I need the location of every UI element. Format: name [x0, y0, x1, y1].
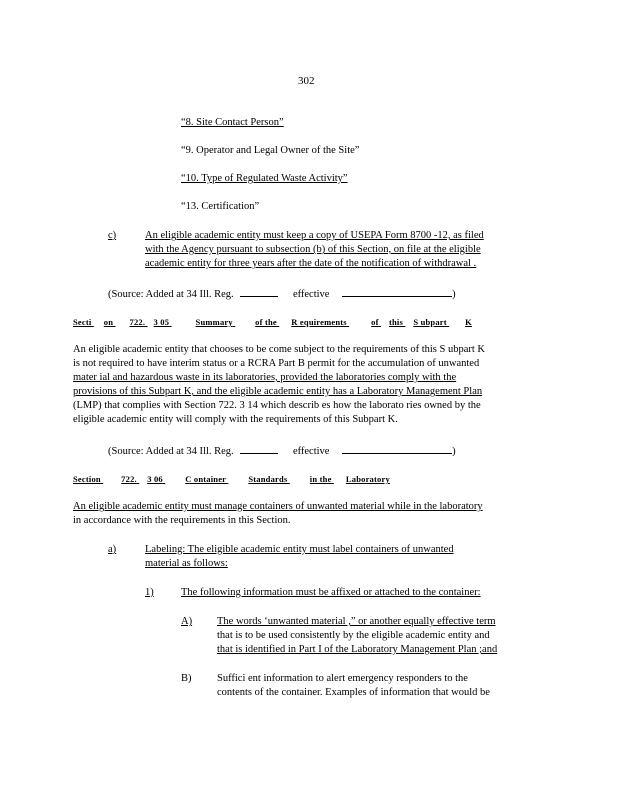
subsection-a-line: material as follows:: [145, 558, 228, 569]
heading-word: of: [371, 317, 379, 327]
item-A-line: that is identified in Part I of the Laboratory Management Plan ;and: [217, 644, 498, 655]
section-305-line: is not required to have interim status or a RCRA Part B permit for the accumulation of unwanted: [73, 358, 480, 369]
heading-word: K: [465, 317, 472, 327]
item-1-line: The following information must be affixed or attached to the container:: [181, 587, 481, 598]
heading-word: 3 06: [147, 474, 163, 484]
list-item-9: “9. Operator and Legal Owner of the Site”: [181, 145, 360, 156]
section-306-line: in accordance with the requirements in this Section.: [73, 515, 291, 526]
item-A-line: that is to be used consistently by the eligible academic entity and: [217, 630, 490, 641]
heading-word: S ubpart: [413, 317, 447, 327]
item-B-line: Suffici ent information to alert emergency responders to the: [217, 673, 468, 684]
section-305-line: eligible academic entity will comply with the requirements of this Subpart K.: [73, 414, 398, 425]
section-306-line: An eligible academic entity must manage containers of unwanted material while in the laboratory: [73, 501, 483, 512]
section-305-heading: [73, 315, 472, 329]
source-prefix: (Source: Added at 34 Ill. Reg.: [108, 289, 234, 300]
heading-word: this: [388, 317, 403, 327]
effective-blank: [342, 443, 452, 454]
heading-word: 722.: [129, 317, 146, 327]
subsection-a-label: a): [108, 544, 117, 555]
section-305-line: An eligible academic entity that chooses to be come subject to the requirements of this S ubpart K: [73, 344, 486, 355]
heading-word: Section: [73, 474, 101, 484]
item-A-line: The words ‘unwanted material ,” or another equally effective term: [217, 616, 496, 627]
heading-word: C ontainer: [185, 474, 227, 484]
heading-word: Secti: [73, 317, 92, 327]
subsection-c-line: academic entity for three years after the date of the notification of withdrawal .: [145, 258, 477, 269]
heading-word: on: [103, 317, 114, 327]
source-close: ): [452, 289, 456, 300]
list-item-8: “8. Site Contact Person”: [181, 117, 284, 128]
item-1-label: 1): [145, 587, 154, 598]
section-305-line: provisions of this Subpart K, and the eligible academic entity has a Laboratory Management Plan: [73, 386, 483, 397]
heading-word: 3 05: [153, 317, 170, 327]
item-B-label: B): [181, 673, 192, 684]
page-number: 302: [298, 75, 315, 87]
heading-word: 722.: [121, 474, 137, 484]
heading-word: Summary: [195, 317, 233, 327]
reg-blank: [240, 443, 278, 454]
list-item-13: “13. Certification”: [181, 201, 260, 212]
source-note: [108, 443, 456, 459]
reg-blank: [240, 286, 278, 297]
section-305-line: mater ial and hazardous waste in its laboratories, provided the laboratories comply with the: [73, 372, 457, 383]
item-B-line: contents of the container. Examples of information that would be: [217, 687, 490, 698]
effective-blank: [342, 286, 452, 297]
heading-word: R equirements: [291, 317, 347, 327]
heading-word: of the: [255, 317, 277, 327]
item-A-label: A): [181, 616, 193, 627]
heading-word: Standards: [248, 474, 288, 484]
source-note: [108, 286, 456, 302]
heading-word: Laboratory: [345, 474, 390, 484]
subsection-c-line: An eligible academic entity must keep a copy of USEPA Form 8700 -12, as filed: [145, 230, 484, 241]
source-effective: effective: [292, 446, 330, 457]
subsection-a-line: Labeling: The eligible academic entity must label containers of unwanted: [145, 544, 454, 555]
section-306-heading: [73, 472, 390, 486]
source-close: ): [452, 446, 456, 457]
source-prefix: (Source: Added at 34 Ill. Reg.: [108, 446, 234, 457]
source-effective: effective: [292, 289, 330, 300]
section-305-line: (LMP) that complies with Section 722. 3 14 which describ es how the laborato ries owned by the: [73, 400, 481, 411]
subsection-c-label: c): [108, 230, 117, 241]
heading-word: in the: [309, 474, 332, 484]
subsection-c-line: with the Agency pursuant to subsection (b) of this Section, on file at the eligible: [145, 244, 481, 255]
list-item-10: “10. Type of Regulated Waste Activity”: [181, 173, 348, 184]
